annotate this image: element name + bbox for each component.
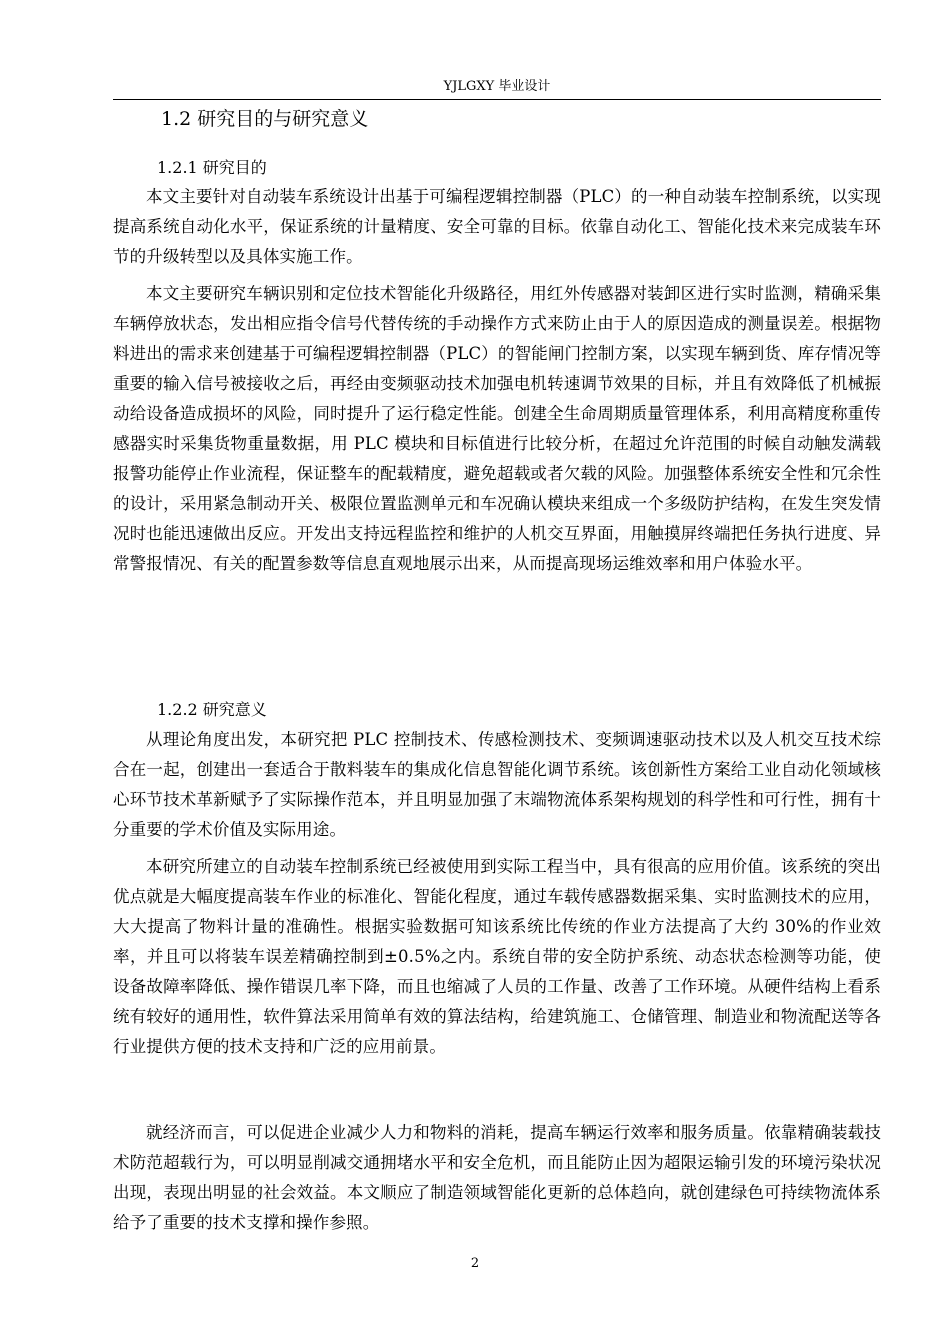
paragraph-significance-1: 从理论角度出发，本研究把 PLC 控制技术、传感检测技术、变频调速驱动技术以及人机交互技术综合在一起，创建出一套适合于散料装车的集成化信息智能化调节系统。该创新性方案给工业自动化领域核心环节技术革新赋予了实际操作范本，并且明显加强了末端物流体系架构规划的科学性和可行性，拥有十分重要的学术价值及实际用途。 [113,730,881,839]
page-number: 2 [470,1256,480,1271]
page-header: YJLGXY 毕业设计 [443,79,551,94]
header-rule [113,99,881,100]
paragraph-significance-2: 本研究所建立的自动装车控制系统已经被使用到实际工程当中，具有很高的应用价值。该系统的突出优点就是大幅度提高装车作业的标准化、智能化程度，通过车载传感器数据采集、实时监测技术的应用，大大提高了物料计量的准确性。根据实验数据可知该系统比传统的作业方法提高了大约 30%的作业效率，并且可以将装车误差精确控制到±0.5%之内。系统自带的安全防护系统、动态状态检测等功能，使设备故障率降低、操作错误几率下降，而且也缩减了人员的工作量、改善了工作环境。从硬件结构上看系统有较好的通用性，软件算法采用简单有效的算法结构，给建筑施工、仓储管理、制造业和物流配送等各行业提供方便的技术支持和广泛的应用前景。 [113,857,881,1056]
paragraph-purpose-1: 本文主要针对自动装车系统设计出基于可编程逻辑控制器（PLC）的一种自动装车控制系统，以实现提高系统自动化水平，保证系统的计量精度、安全可靠的目标。依靠自动化工、智能化技术来完成装车环节的升级转型以及具体实施工作。 [113,187,881,266]
section-heading: 1.2 研究目的与研究意义 [161,108,369,130]
paragraph-purpose-2: 本文主要研究车辆识别和定位技术智能化升级路径，用红外传感器对装卸区进行实时监测，精确采集车辆停放状态，发出相应指令信号代替传统的手动操作方式来防止由于人的原因造成的测量误差。根据物料进出的需求来创建基于可编程逻辑控制器（PLC）的智能闸门控制方案，以实现车辆到货、库存情况等重要的输入信号被接收之后，再经由变频驱动技术加强电机转速调节效果的目标，并且有效降低了机械振动给设备造成损坏的风险，同时提升了运行稳定性能。创建全生命周期质量管理体系，利用高精度称重传感器实时采集货物重量数据，用 PLC 模块和目标值进行比较分析，在超过允许范围的时候自动触发满载报警功能停止作业流程，保证整车的配载精度，避免超载或者欠载的风险。加强整体系统安全性和冗余性的设计，采用紧急制动开关、极限位置监测单元和车况确认模块来组成一个多级防护结构，在发生突发情况时也能迅速做出反应。开发出支持远程监控和维护的人机交互界面，用触摸屏终端把任务执行进度、异常警报情况、有关的配置参数等信息直观地展示出来，从而提高现场运维效率和用户体验水平。 [113,284,881,573]
paragraph-significance-3: 就经济而言，可以促进企业减少人力和物料的消耗，提高车辆运行效率和服务质量。依靠精确装载技术防范超载行为，可以明显削减交通拥堵水平和安全危机，而且能防止因为超限运输引发的环境污染状况出现，表现出明显的社会效益。本文顺应了制造领域智能化更新的总体趋向，就创建绿色可持续物流体系给予了重要的技术支撑和操作参照。 [113,1123,881,1232]
subsection-heading-significance: 1.2.2 研究意义 [157,700,267,719]
subsection-heading-purpose: 1.2.1 研究目的 [157,158,267,177]
